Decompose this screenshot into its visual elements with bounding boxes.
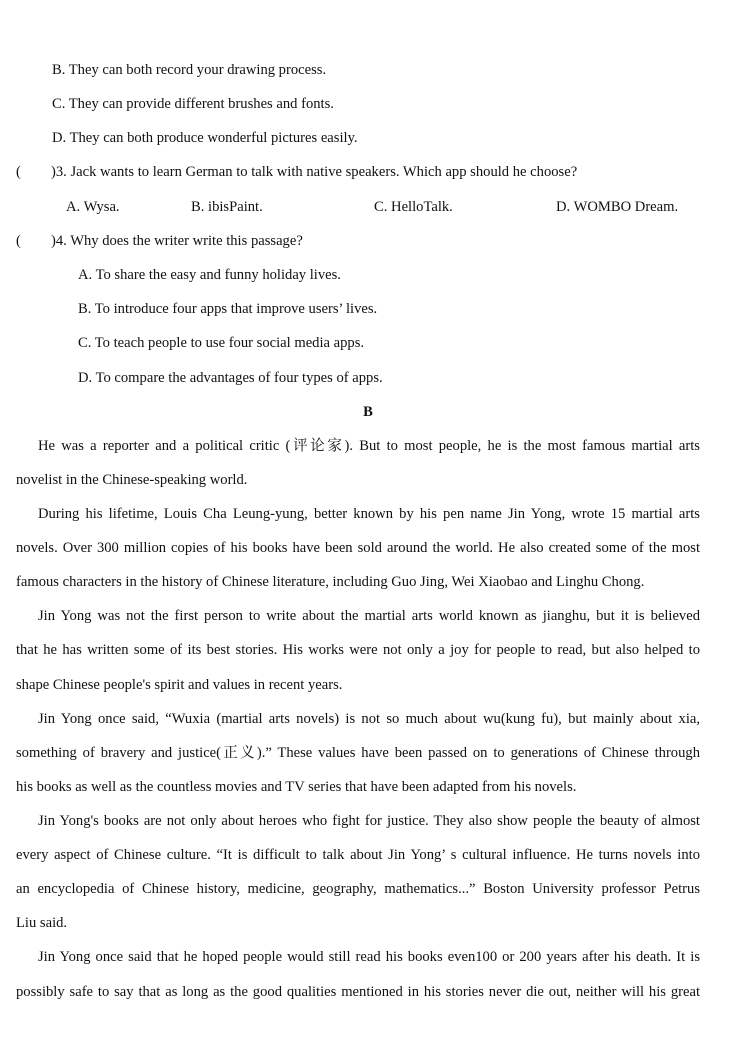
passage-line: novelist in the Chinese-speaking world. (16, 472, 248, 488)
passage-line: something of bravery and justice(正义).” These values have been passed on to generations of Chinese through (16, 745, 700, 761)
q4-option-b: B. To introduce four apps that improve users’ lives. (78, 301, 378, 317)
q2-option-b: B. They can both record your drawing process. (52, 62, 327, 78)
passage-line: an encyclopedia of Chinese history, medicine, geography, mathematics...” Boston University professor Petrus (16, 881, 700, 897)
q4-stem: )4. Why does the writer write this passage? (51, 233, 303, 249)
passage-line: that he has written some of its best stories. His works were not only a joy for people to read, but also helped to (16, 642, 700, 658)
passage-line: famous characters in the history of Chinese literature, including Guo Jing, Wei Xiaobao and Linghu Chong. (16, 574, 645, 590)
passage-line: Jin Yong once said, “Wuxia (martial arts novels) is not so much about wu(kung fu), but mainly about xia, (38, 711, 700, 727)
q4-option-c: C. To teach people to use four social media apps. (78, 335, 365, 351)
q2-option-c: C. They can provide different brushes and fonts. (52, 96, 334, 112)
passage-line: novels. Over 300 million copies of his books have been sold around the world. He also created some of the most (16, 540, 700, 556)
passage-line: Jin Yong was not the first person to write about the martial arts world known as jianghu, but it is believed (38, 608, 700, 624)
q2-option-d: D. They can both produce wonderful pictures easily. (52, 130, 358, 146)
q3-option-c: C. HelloTalk. (374, 199, 453, 215)
passage-line: every aspect of Chinese culture. “It is difficult to talk about Jin Yong’ s cultural influence. He turns novels into (16, 847, 700, 863)
q3-option-a: A. Wysa. (66, 199, 120, 215)
passage-line: He was a reporter and a political critic (评论家). But to most people, he is the most famous martial arts (38, 438, 700, 454)
passage-line: his books as well as the countless movies and TV series that have been adapted from his novels. (16, 779, 577, 795)
passage-line: Liu said. (16, 915, 68, 931)
q3-stem: )3. Jack wants to learn German to talk with native speakers. Which app should he choose? (51, 164, 578, 180)
passage-line: Jin Yong once said that he hoped people would still read his books even100 or 200 years after his death. It is (38, 949, 700, 965)
passage-line: shape Chinese people's spirit and values in recent years. (16, 677, 343, 693)
q4-answer-bracket: ( (16, 233, 21, 249)
q3-option-d: D. WOMBO Dream. (556, 199, 679, 215)
passage-line: During his lifetime, Louis Cha Leung-yung, better known by his pen name Jin Yong, wrote 15 martial arts (38, 506, 700, 522)
q3-answer-bracket: ( (16, 164, 21, 180)
q3-option-b: B. ibisPaint. (191, 199, 263, 215)
passage-line: Jin Yong's books are not only about heroes who fight for justice. They also show people the beauty of almost (38, 813, 700, 829)
q4-option-a: A. To share the easy and funny holiday lives. (78, 267, 341, 283)
section-heading-b: B (363, 404, 373, 420)
q4-option-d: D. To compare the advantages of four types of apps. (78, 370, 383, 386)
passage-line: possibly safe to say that as long as the good qualities mentioned in his stories never die out, neither will his great (16, 984, 700, 1000)
